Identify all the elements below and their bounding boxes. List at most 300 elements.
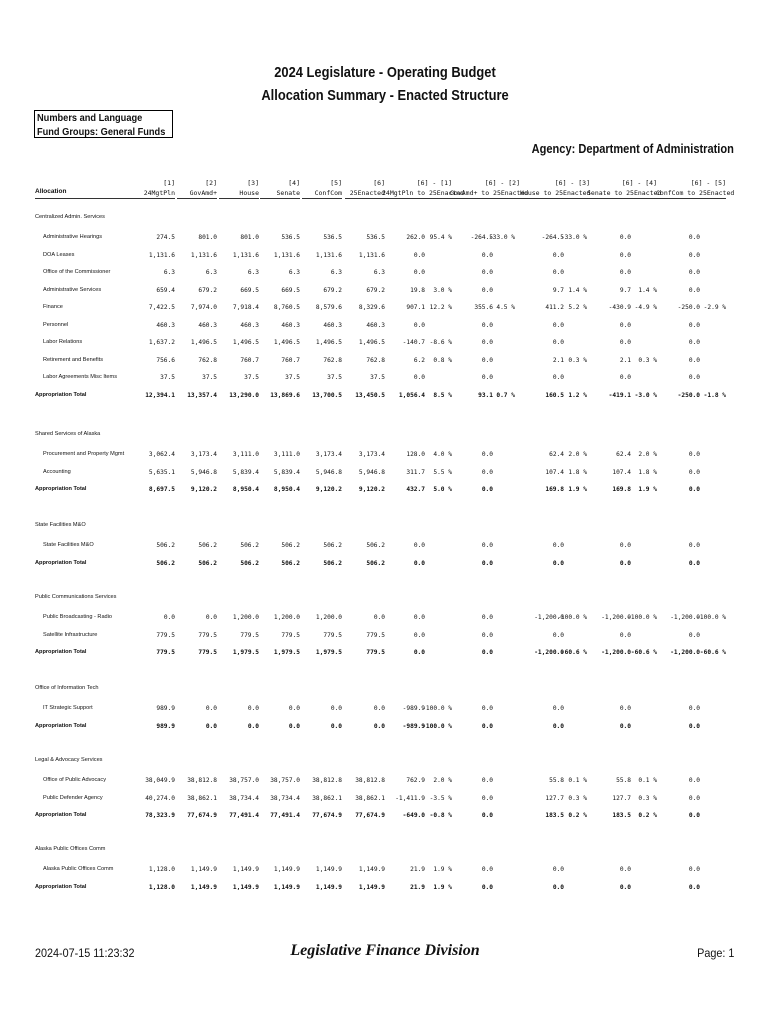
value-cell: 506.2 xyxy=(323,559,342,567)
section-header: Legal & Advocacy Services xyxy=(35,757,103,763)
diff-amount: 0.0 xyxy=(481,777,493,784)
appropriation-total-label: Appropriation Total xyxy=(35,812,87,818)
diff-amount: 0.0 xyxy=(552,374,564,381)
value-cell: 0.0 xyxy=(205,722,217,730)
diff-amount: -250.0 xyxy=(677,304,700,311)
diff-percent: 4.0 % xyxy=(433,451,452,458)
allocation-row-label: Procurement and Property Mgmt xyxy=(43,451,125,457)
diff-amount: 0.0 xyxy=(688,883,700,891)
diff-amount: 0.0 xyxy=(688,234,700,241)
diff-amount: 0.0 xyxy=(413,374,425,381)
diff-amount: 0.0 xyxy=(619,321,631,329)
value-cell: 779.5 xyxy=(366,649,385,656)
value-cell: 506.2 xyxy=(366,559,385,567)
diff-amount: 0.0 xyxy=(481,794,493,802)
value-cell: 77,674.9 xyxy=(355,812,385,819)
value-cell: 37.5 xyxy=(202,374,217,381)
diff-amount: 0.0 xyxy=(619,631,631,639)
diff-amount: 0.0 xyxy=(552,631,564,639)
diff-percent: 1.2 % xyxy=(568,391,587,399)
diff-amount: 0.0 xyxy=(413,542,425,549)
value-cell: 13,700.5 xyxy=(312,391,342,399)
section-header: Office of Information Tech xyxy=(35,685,99,691)
value-cell: 1,149.9 xyxy=(315,866,342,873)
diff-amount: 0.0 xyxy=(688,356,700,364)
value-cell: 78,323.9 xyxy=(145,812,175,819)
diff-amount: 0.0 xyxy=(619,251,631,259)
value-cell: 13,357.4 xyxy=(187,391,217,399)
diff-amount: 0.0 xyxy=(481,812,493,819)
value-cell: 536.5 xyxy=(366,234,385,241)
column-header-rule xyxy=(345,198,385,199)
column-name: House to 25Enacted xyxy=(520,189,591,197)
diff-percent: 3.0 % xyxy=(433,286,452,294)
allocation-row-label: Finance xyxy=(43,304,63,310)
diff-percent: 1.8 % xyxy=(568,468,587,476)
column-header-rule xyxy=(135,198,175,199)
value-cell: 13,869.6 xyxy=(270,391,300,399)
value-cell: 1,131.6 xyxy=(273,251,300,259)
value-cell: 5,946.8 xyxy=(358,468,385,476)
diff-amount: 0.0 xyxy=(552,883,564,891)
diff-amount: 93.1 xyxy=(478,391,493,399)
value-cell: 3,062.4 xyxy=(148,451,175,458)
diff-amount: 0.0 xyxy=(481,269,493,276)
diff-amount: 0.0 xyxy=(688,486,700,493)
value-cell: 40,274.0 xyxy=(145,794,175,802)
diff-amount: 0.0 xyxy=(688,866,700,873)
value-cell: 1,131.6 xyxy=(148,251,175,259)
column-name: House xyxy=(239,189,259,197)
diff-amount: -419.1 xyxy=(608,391,631,399)
column-header-rule xyxy=(656,198,726,199)
diff-percent: 0.3 % xyxy=(638,356,657,364)
diff-percent: -60.6 % xyxy=(560,649,587,656)
value-cell: 0.0 xyxy=(373,705,385,712)
column-header-rule xyxy=(302,198,342,199)
allocation-row-label: Public Broadcasting - Radio xyxy=(43,614,113,620)
diff-percent: 1.8 % xyxy=(638,468,657,476)
value-cell: 37.5 xyxy=(285,374,300,381)
diff-amount: 311.7 xyxy=(406,468,425,476)
diff-amount: 0.0 xyxy=(619,705,631,712)
value-cell: 38,862.1 xyxy=(312,794,342,802)
diff-amount: 2.1 xyxy=(619,356,631,364)
diff-amount: 127.7 xyxy=(612,794,631,802)
diff-percent: 0.8 % xyxy=(433,356,452,364)
value-cell: 9,120.2 xyxy=(358,486,385,493)
diff-percent: -3.0 % xyxy=(634,391,657,399)
diff-percent: 1.9 % xyxy=(638,486,657,493)
value-cell: 0.0 xyxy=(330,722,342,730)
value-cell: 659.4 xyxy=(156,286,175,294)
diff-percent: 5.0 % xyxy=(433,486,452,493)
diff-percent: -3.5 % xyxy=(429,794,452,802)
diff-percent: -100.0 % xyxy=(696,614,726,621)
diff-amount: -1,200.0 xyxy=(670,649,700,656)
value-cell: 12,394.1 xyxy=(145,391,175,399)
column-number: [6] - [3] xyxy=(554,179,590,187)
diff-amount: 0.0 xyxy=(413,614,425,621)
column-header xyxy=(382,178,465,198)
diff-amount: 0.0 xyxy=(619,722,631,730)
value-cell: 1,149.9 xyxy=(273,866,300,873)
diff-amount: 0.0 xyxy=(688,468,700,476)
value-cell: 8,760.5 xyxy=(273,304,300,311)
value-cell: 1,131.6 xyxy=(190,251,217,259)
value-cell: 8,697.5 xyxy=(148,486,175,493)
value-cell: 1,496.5 xyxy=(273,339,300,346)
value-cell: 1,149.9 xyxy=(232,883,259,891)
diff-amount: -989.9 xyxy=(402,722,425,730)
value-cell: 0.0 xyxy=(205,614,217,621)
diff-amount: 0.0 xyxy=(481,356,493,364)
diff-percent: 0.2 % xyxy=(568,812,587,819)
value-cell: 9,120.2 xyxy=(315,486,342,493)
value-cell: 762.8 xyxy=(366,356,385,364)
value-cell: 1,131.6 xyxy=(358,251,385,259)
diff-amount: -1,200.0 xyxy=(601,649,631,656)
value-cell: 1,496.5 xyxy=(232,339,259,346)
value-cell: 38,734.4 xyxy=(270,794,300,802)
column-header-rule xyxy=(382,198,452,199)
value-cell: 0.0 xyxy=(247,722,259,730)
diff-amount: 9.7 xyxy=(552,286,564,294)
diff-percent: 0.1 % xyxy=(638,777,657,784)
column-name: Senate to 25Enacted xyxy=(587,189,662,197)
diff-amount: 128.0 xyxy=(406,451,425,458)
value-cell: 506.2 xyxy=(281,542,300,549)
diff-percent: 8.5 % xyxy=(433,391,452,399)
column-number: [6] - [5] xyxy=(690,179,726,187)
diff-amount: 0.0 xyxy=(481,486,493,493)
diff-amount: -430.9 xyxy=(608,304,631,311)
value-cell: 679.2 xyxy=(366,286,385,294)
value-cell: 1,637.2 xyxy=(148,339,175,346)
diff-amount: -264.5 xyxy=(470,234,493,241)
value-cell: 506.2 xyxy=(240,559,259,567)
diff-amount: 0.0 xyxy=(619,866,631,873)
section-header: Alaska Public Offices Comm xyxy=(35,846,106,852)
value-cell: 5,839.4 xyxy=(273,468,300,476)
column-number: [2] xyxy=(205,179,217,187)
value-cell: 38,757.0 xyxy=(270,777,300,784)
diff-amount: -1,200.0 xyxy=(670,614,700,621)
diff-percent: -33.0 % xyxy=(488,234,515,241)
diff-percent: -60.6 % xyxy=(630,649,657,656)
diff-amount: 0.0 xyxy=(688,812,700,819)
diff-amount: 0.0 xyxy=(481,722,493,730)
value-cell: 1,149.9 xyxy=(315,883,342,891)
diff-amount: 0.0 xyxy=(552,321,564,329)
diff-percent: 12.2 % xyxy=(429,304,452,311)
column-header xyxy=(177,178,217,198)
allocation-row-label: Alaska Public Offices Comm xyxy=(43,866,114,872)
report-title: 2024 Legislature - Operating Budget xyxy=(274,64,496,81)
fund-groups-box xyxy=(34,110,173,138)
value-cell: 37.5 xyxy=(160,374,175,381)
appropriation-total-label: Appropriation Total xyxy=(35,559,87,566)
column-number: [6] - [2] xyxy=(484,179,520,187)
allocation-row-label: State Facilities M&O xyxy=(43,542,94,548)
value-cell: 5,946.8 xyxy=(190,468,217,476)
value-cell: 77,491.4 xyxy=(270,812,300,819)
diff-amount: 0.0 xyxy=(619,339,631,346)
value-cell: 3,173.4 xyxy=(315,451,342,458)
diff-amount: -1,200.0 xyxy=(534,649,564,656)
value-cell: 38,862.1 xyxy=(355,794,385,802)
diff-amount: 762.9 xyxy=(406,777,425,784)
diff-percent: 0.3 % xyxy=(568,356,587,364)
footer-page-number: Page: 1 xyxy=(696,946,734,960)
value-cell: 779.5 xyxy=(366,631,385,639)
value-cell: 762.8 xyxy=(323,356,342,364)
column-name: 24MgtPln xyxy=(143,189,175,197)
value-cell: 5,839.4 xyxy=(232,468,259,476)
value-cell: 5,635.1 xyxy=(148,468,175,476)
value-cell: 756.6 xyxy=(156,356,175,364)
diff-amount: 0.0 xyxy=(413,321,425,329)
diff-amount: 21.9 xyxy=(410,866,425,873)
diff-amount: 0.0 xyxy=(552,559,564,567)
column-number: [1] xyxy=(163,179,175,187)
value-cell: 779.5 xyxy=(198,649,217,656)
diff-amount: 0.0 xyxy=(413,559,425,567)
diff-amount: 55.8 xyxy=(616,777,631,784)
diff-amount: -1,200.0 xyxy=(601,614,631,621)
diff-amount: 0.0 xyxy=(481,866,493,873)
diff-percent: -1.8 % xyxy=(703,391,726,399)
value-cell: 1,128.0 xyxy=(148,866,175,873)
diff-percent: -2.9 % xyxy=(703,304,726,311)
value-cell: 37.5 xyxy=(327,374,342,381)
value-cell: 1,149.9 xyxy=(358,883,385,891)
appropriation-total-label: Appropriation Total xyxy=(35,649,87,655)
value-cell: 77,491.4 xyxy=(229,812,259,819)
value-cell: 1,149.9 xyxy=(273,883,300,891)
column-header-rule xyxy=(260,198,300,199)
value-cell: 0.0 xyxy=(205,705,217,712)
diff-amount: 0.0 xyxy=(552,722,564,730)
value-cell: 274.5 xyxy=(156,234,175,241)
diff-amount: 160.5 xyxy=(545,391,564,399)
value-cell: 1,149.9 xyxy=(358,866,385,873)
value-cell: 38,049.9 xyxy=(145,777,175,784)
allocation-row-label: DOA Leases xyxy=(43,251,75,258)
value-cell: 0.0 xyxy=(288,705,300,712)
value-cell: 460.3 xyxy=(240,321,259,329)
diff-amount: 0.0 xyxy=(688,559,700,567)
diff-amount: 907.1 xyxy=(406,304,425,311)
diff-amount: 0.0 xyxy=(619,374,631,381)
value-cell: 506.2 xyxy=(366,542,385,549)
value-cell: 779.5 xyxy=(156,631,175,639)
diff-amount: 0.0 xyxy=(481,883,493,891)
diff-amount: 0.0 xyxy=(688,374,700,381)
allocation-row-label: Labor Agreements Misc Items xyxy=(43,374,117,380)
column-header xyxy=(345,178,385,198)
value-cell: 460.3 xyxy=(323,321,342,329)
diff-percent: 2.0 % xyxy=(433,777,452,784)
value-cell: 760.7 xyxy=(240,356,259,364)
value-cell: 37.5 xyxy=(244,374,259,381)
value-cell: 506.2 xyxy=(156,559,175,567)
column-number: [6] xyxy=(373,179,385,187)
appropriation-total-label: Appropriation Total xyxy=(35,486,87,492)
value-cell: 506.2 xyxy=(281,559,300,567)
value-cell: 460.3 xyxy=(198,321,217,329)
value-cell: 37.5 xyxy=(370,374,385,381)
column-name: 24MgtPln to 25Enacted xyxy=(382,189,465,197)
diff-amount: 0.0 xyxy=(688,451,700,458)
diff-amount: 0.0 xyxy=(688,321,700,329)
fund-box-line2: Fund Groups: General Funds xyxy=(37,126,166,138)
value-cell: 7,974.0 xyxy=(190,304,217,311)
diff-amount: 107.4 xyxy=(545,468,564,476)
value-cell: 779.5 xyxy=(323,631,342,639)
diff-percent: 0.2 % xyxy=(638,812,657,819)
diff-amount: 21.9 xyxy=(410,883,425,891)
diff-amount: 0.0 xyxy=(552,866,564,873)
value-cell: 13,290.0 xyxy=(229,391,259,399)
diff-percent: 0.3 % xyxy=(638,794,657,802)
column-header-rule xyxy=(587,198,657,199)
column-header xyxy=(260,178,300,198)
diff-percent: 5.5 % xyxy=(433,468,452,476)
diff-amount: 0.0 xyxy=(481,631,493,639)
diff-amount: 2.1 xyxy=(552,356,564,364)
value-cell: 679.2 xyxy=(198,286,217,294)
value-cell: 1,200.0 xyxy=(273,614,300,621)
allocation-row-label: Accounting xyxy=(43,468,71,475)
column-header xyxy=(450,178,529,198)
diff-percent: 95.4 % xyxy=(429,234,452,241)
appropriation-total-label: Appropriation Total xyxy=(35,722,87,729)
value-cell: 1,131.6 xyxy=(232,251,259,259)
allocation-header-rule xyxy=(35,198,135,199)
diff-amount: -649.0 xyxy=(402,812,425,819)
value-cell: 6.3 xyxy=(247,269,259,276)
allocation-row-label: Office of the Commissioner xyxy=(43,269,111,275)
column-number: [5] xyxy=(330,179,342,187)
value-cell: 8,579.6 xyxy=(315,304,342,311)
column-header xyxy=(587,178,662,198)
diff-amount: 169.8 xyxy=(545,486,564,493)
diff-percent: 5.2 % xyxy=(568,304,587,311)
diff-amount: 1,056.4 xyxy=(398,391,425,399)
diff-percent: -60.6 % xyxy=(699,649,726,656)
column-header xyxy=(302,178,342,198)
diff-percent: -0.8 % xyxy=(429,812,452,819)
diff-percent: -100.0 % xyxy=(557,614,587,621)
diff-amount: 19.8 xyxy=(410,286,425,294)
value-cell: 3,111.0 xyxy=(232,451,259,458)
diff-percent: 0.1 % xyxy=(568,777,587,784)
column-header xyxy=(656,178,735,198)
value-cell: 6.3 xyxy=(288,269,300,276)
diff-percent: 1.4 % xyxy=(638,286,657,294)
diff-amount: 0.0 xyxy=(619,542,631,549)
diff-amount: 127.7 xyxy=(545,794,564,802)
value-cell: 0.0 xyxy=(373,614,385,621)
diff-amount: -140.7 xyxy=(402,339,425,346)
column-number: [4] xyxy=(288,179,300,187)
value-cell: 506.2 xyxy=(156,542,175,549)
value-cell: 38,812.8 xyxy=(355,777,385,784)
value-cell: 6.3 xyxy=(163,269,175,276)
column-header-rule xyxy=(520,198,590,199)
diff-amount: 355.6 xyxy=(474,304,493,311)
value-cell: 506.2 xyxy=(198,559,217,567)
value-cell: 989.9 xyxy=(156,705,175,712)
value-cell: 779.5 xyxy=(281,631,300,639)
value-cell: 460.3 xyxy=(366,321,385,329)
value-cell: 0.0 xyxy=(330,705,342,712)
column-number: [6] - [4] xyxy=(621,179,657,187)
diff-amount: 0.0 xyxy=(619,269,631,276)
allocation-row-label: Labor Relations xyxy=(43,339,83,345)
diff-amount: 0.0 xyxy=(481,451,493,458)
column-name: GovAmd+ xyxy=(189,189,217,197)
diff-percent: -8.6 % xyxy=(429,339,452,346)
diff-percent: 1.9 % xyxy=(568,486,587,493)
appropriation-total-label: Appropriation Total xyxy=(35,883,87,890)
agency-title: Agency: Department of Administration xyxy=(531,141,734,156)
allocation-row-label: Administrative Services xyxy=(43,286,102,293)
allocation-row-label: Personnel xyxy=(43,321,69,328)
diff-amount: 6.2 xyxy=(413,356,425,364)
allocation-row-label: Satellite Infrastructure xyxy=(43,631,98,638)
diff-amount: 432.7 xyxy=(406,486,425,493)
value-cell: 0.0 xyxy=(163,614,175,621)
appropriation-total-label: Appropriation Total xyxy=(35,391,87,398)
value-cell: 760.7 xyxy=(281,356,300,364)
column-header-rule xyxy=(450,198,520,199)
allocation-row-label: Administrative Hearings xyxy=(43,234,103,240)
value-cell: 3,111.0 xyxy=(273,451,300,458)
diff-amount: 169.8 xyxy=(612,486,631,493)
value-cell: 38,812.8 xyxy=(187,777,217,784)
diff-percent: -4.9 % xyxy=(634,304,657,311)
diff-amount: 0.0 xyxy=(413,251,425,259)
column-header-rule xyxy=(177,198,217,199)
column-header xyxy=(135,178,175,198)
column-number: [6] - [1] xyxy=(416,179,452,187)
diff-amount: 0.0 xyxy=(688,251,700,259)
diff-percent: -100.0 % xyxy=(627,614,657,621)
report-subtitle: Allocation Summary - Enacted Structure xyxy=(261,87,509,104)
allocation-column-header: Allocation xyxy=(35,188,67,195)
diff-percent: 2.0 % xyxy=(568,451,587,458)
diff-percent: -100.0 % xyxy=(422,705,452,712)
diff-amount: 0.0 xyxy=(413,631,425,639)
diff-amount: 0.0 xyxy=(688,722,700,730)
value-cell: 506.2 xyxy=(323,542,342,549)
allocation-row-label: Retirement and Benefits xyxy=(43,356,104,363)
value-cell: 1,131.6 xyxy=(315,251,342,259)
column-name: GovAmd+ to 25Enacted xyxy=(450,189,529,197)
column-name: 25Enacted xyxy=(349,189,385,197)
value-cell: 1,979.5 xyxy=(273,649,300,656)
value-cell: 536.5 xyxy=(323,234,342,241)
fund-box-line1: Numbers and Language xyxy=(37,112,143,124)
allocation-row-label: Public Defender Agency xyxy=(43,794,103,801)
value-cell: 506.2 xyxy=(240,542,259,549)
value-cell: 8,950.4 xyxy=(273,486,300,493)
diff-amount: -989.9 xyxy=(402,705,425,712)
value-cell: 989.9 xyxy=(156,722,175,730)
diff-percent: -33.0 % xyxy=(560,234,587,241)
